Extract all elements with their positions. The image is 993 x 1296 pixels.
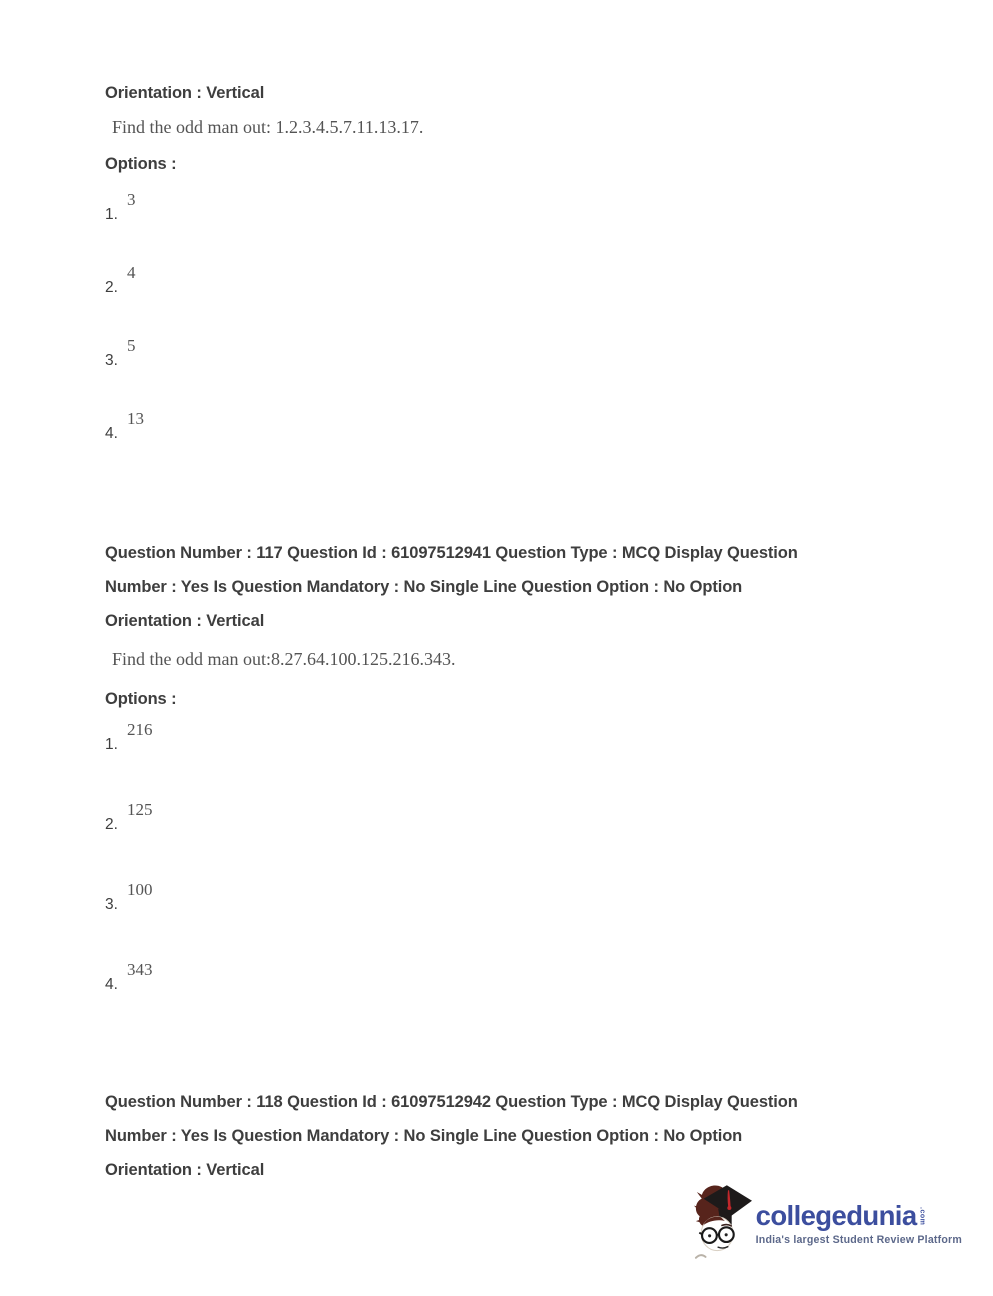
question-header-line: Number : Yes Is Question Mandatory : No Single Line Question Option : No Option bbox=[105, 1127, 743, 1145]
question-header bbox=[105, 1085, 915, 1187]
option-row bbox=[105, 720, 915, 753]
question-header-line: Question Number : 118 Question Id : 61097512942 Question Type : MCQ Display Question bbox=[105, 1093, 798, 1111]
logo-text bbox=[756, 1201, 962, 1246]
option-row bbox=[105, 409, 915, 442]
option-number: 1. bbox=[105, 206, 118, 223]
options-list bbox=[105, 720, 915, 993]
logo-tagline: India's largest Student Review Platform bbox=[755, 1233, 962, 1246]
option-number: 3. bbox=[105, 352, 118, 369]
question-header bbox=[105, 536, 915, 638]
page-content bbox=[105, 83, 915, 1187]
option-value: 5 bbox=[126, 336, 136, 355]
orientation-label: Orientation : Vertical bbox=[105, 84, 265, 102]
logo-brand-row bbox=[756, 1201, 962, 1231]
question-header-line: Orientation : Vertical bbox=[105, 612, 265, 630]
question-block-117 bbox=[105, 536, 915, 993]
options-label: Options : bbox=[105, 155, 177, 173]
question-text: Find the odd man out:8.27.64.100.125.216.343. bbox=[112, 649, 456, 669]
option-number: 2. bbox=[105, 279, 118, 296]
option-value: 3 bbox=[126, 190, 136, 209]
option-value: 343 bbox=[126, 960, 153, 979]
graduate-mascot-icon bbox=[692, 1182, 752, 1264]
option-value: 13 bbox=[126, 409, 144, 428]
option-value: 4 bbox=[126, 263, 136, 282]
logo-brand-text: collegedunia bbox=[755, 1199, 917, 1231]
question-header-line: Number : Yes Is Question Mandatory : No Single Line Question Option : No Option bbox=[105, 578, 743, 596]
option-number: 4. bbox=[105, 425, 118, 442]
option-row bbox=[105, 190, 915, 223]
collegedunia-logo[interactable] bbox=[692, 1182, 962, 1264]
option-number: 4. bbox=[105, 976, 118, 993]
question-text: Find the odd man out: 1.2.3.4.5.7.11.13.17. bbox=[112, 117, 424, 137]
question-header-line: Orientation : Vertical bbox=[105, 1161, 265, 1179]
question-header-line: Question Number : 117 Question Id : 61097512941 Question Type : MCQ Display Question bbox=[105, 544, 798, 562]
option-number: 3. bbox=[105, 896, 118, 913]
option-row bbox=[105, 960, 915, 993]
question-block-118 bbox=[105, 1085, 915, 1187]
option-value: 125 bbox=[126, 800, 153, 819]
option-value: 216 bbox=[126, 720, 153, 739]
options-list bbox=[105, 190, 915, 442]
option-row bbox=[105, 800, 915, 833]
question-block-116 bbox=[105, 83, 915, 442]
options-label: Options : bbox=[105, 690, 177, 708]
logo-brand-suffix: .com bbox=[918, 1206, 926, 1225]
option-row bbox=[105, 263, 915, 296]
option-number: 1. bbox=[105, 736, 118, 753]
option-row bbox=[105, 880, 915, 913]
option-row bbox=[105, 336, 915, 369]
option-value: 100 bbox=[126, 880, 153, 899]
option-number: 2. bbox=[105, 816, 118, 833]
